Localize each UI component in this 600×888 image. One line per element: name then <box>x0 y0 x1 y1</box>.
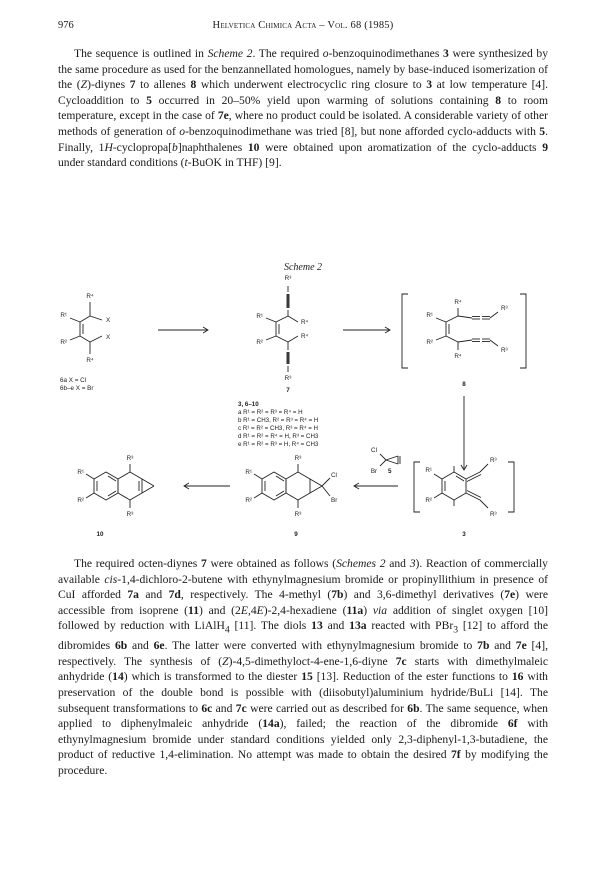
c10-r2: R² <box>77 497 84 504</box>
c6-r4-bottom: R⁴ <box>86 357 94 364</box>
compound-7-number: 7 <box>286 387 290 394</box>
c6-r2: R² <box>60 339 67 346</box>
c6-label-a: 6a X = Cl <box>60 377 87 384</box>
c10-r3-top: R³ <box>126 455 134 462</box>
scheme-2-svg <box>58 258 548 548</box>
arrow-7-to-8 <box>343 327 390 333</box>
compound-6-structure <box>70 302 102 354</box>
c7-r2: R² <box>256 339 263 346</box>
c10-r1: R¹ <box>77 469 84 476</box>
c6-x-top: X <box>106 317 111 324</box>
scheme-2-figure <box>58 258 548 548</box>
substituent-b: b R¹ = CH3, R² = R³ = R⁴ = H <box>238 417 319 424</box>
c9-br: Br <box>331 497 338 504</box>
arrow-3-to-9 <box>354 483 398 489</box>
c6-x-bottom: X <box>106 334 111 341</box>
substituent-e: e R¹ = R² = R³ = H, R⁴ = CH3 <box>238 441 319 448</box>
c6-r4-top: R⁴ <box>86 293 94 300</box>
c8-r4-bottom: R⁴ <box>454 353 462 360</box>
compound-5-structure <box>380 454 400 466</box>
page-header <box>58 20 548 34</box>
compound-8-number: 8 <box>462 381 466 388</box>
c8-r3-bottom: R³ <box>501 347 508 354</box>
compound-10-number: 10 <box>96 531 104 538</box>
c5-cl: Cl <box>371 447 377 454</box>
c9-r1: R¹ <box>245 469 252 476</box>
c8-r2: R² <box>426 339 433 346</box>
c8-r1: R¹ <box>426 312 433 319</box>
compound-9-number: 9 <box>294 531 298 538</box>
substituent-c: c R¹ = R² = CH3, R³ = R⁴ = H <box>238 425 319 432</box>
paragraph-2 <box>58 556 548 779</box>
c3-r1: R¹ <box>425 467 432 474</box>
paragraph-2-text: The required octen-diynes 7 were obtained as follows (Schemes 2 and 3). Reaction of commercially available cis-1,4-dichloro-2-butene with ethynylmagnesium bromide or propinyllithium in presence of CuI afforded 7a and 7d, respectively. The 4-methyl (7b) and 3,6-dimethyl derivatives (7e) were accessible from isoprene (11) and (2E,4E)-2,4-hexadiene (11a) via addition of singlet oxygen [10] followed by reduction with LiAlH$_4$ [11]. The diols 13 and 13a reacted with PBr$_3$ [12] to afford the dibromides 6b and 6e. The latter were converted with ethynylmagnesium bromide to 7b and 7e [4], respectively. The synthesis of (Z)-4,5-dimethyloct-4-ene-1,6-diyne 7c starts with dimethylmaleic anhydride (14) which is transformed to the diester 15 [13]. Reduction of the ester functions to 16 with preservation of the double bond is possible with (diisobutyl)aluminium hydride/BuLi [14]. The subsequent transformations to 6c and 7c were carried out as described for 6b. The same sequence, when applied to diphenylmaleic anhydride (14a), failed; the reaction of the dibromide 6f with ethynylmagnesium bromide under standard conditions yielded only 2,3-diphenyl-1,3-butadiene, the product of reductive 1,4-elimination. No attempt was made to obtain the desired 7f by modifying the procedure. <box>58 557 549 778</box>
c9-cl: Cl <box>331 472 337 479</box>
c8-r4-top: R⁴ <box>454 299 462 306</box>
c7-r3-top: R³ <box>284 275 292 282</box>
c7-r4-top: R⁴ <box>301 319 309 326</box>
arrow-9-to-10 <box>184 483 230 489</box>
c3-r3-bottom: R³ <box>490 511 497 518</box>
arrow-6-to-7 <box>158 327 208 333</box>
c10-r3-bottom: R³ <box>126 511 134 518</box>
substituent-d: d R¹ = R² = R⁴ = H, R³ = CH3 <box>238 433 319 440</box>
arrow-8-to-3 <box>461 396 467 470</box>
compound-3-number: 3 <box>462 531 466 538</box>
c7-r1: R¹ <box>256 313 263 320</box>
c9-r2: R² <box>245 497 252 504</box>
scheme-title: Scheme 2 <box>283 262 323 273</box>
c6-label-b: 6b–e X = Br <box>60 385 94 392</box>
c3-r3-top: R³ <box>490 457 497 464</box>
c7-r4-bottom: R⁴ <box>301 333 309 340</box>
c9-r3-bottom: R³ <box>294 511 302 518</box>
c9-r3-top: R³ <box>294 455 302 462</box>
running-title: Helvetica Chimica Acta – Vol. 68 (1985) <box>212 20 394 31</box>
compound-10-structure <box>86 464 154 508</box>
page-number: 976 <box>58 20 74 31</box>
compound-9-structure <box>254 464 330 508</box>
c6-r1: R¹ <box>60 312 67 319</box>
substituent-list-title: 3, 6–10 <box>238 401 259 408</box>
compound-7-structure <box>266 286 298 372</box>
c8-r3-top: R³ <box>501 305 508 312</box>
c5-br: Br <box>370 468 378 475</box>
substituent-a: a R¹ = R² = R³ = R⁴ = H <box>238 409 303 416</box>
c7-r3-bottom: R³ <box>284 375 292 382</box>
compound-5-number: 5 <box>388 468 392 475</box>
c3-r2: R² <box>425 497 432 504</box>
paragraph-1 <box>58 46 548 171</box>
paragraph-1-text: The sequence is outlined in Scheme 2. The required o-benzoquinodimethanes 3 were synthesized by the same procedure as used for the benzannellated homologues, namely by base-induced isomerization of the (Z)-diynes 7 to allenes 8 which underwent electrocyclic ring closure to 3 at low temperature [4]. Cycloaddition to 5 occurred in 20–50% yield upon warming of solutions containing 8 to room temperature, except in the case of 7e, where no product could be isolated. A considerable variety of other methods of generation of o-benzoquinodimethane was tried [8], but none afforded cyclo-adducts with 5. Finally, 1H-cyclopropa[b]naphthalenes 10 were obtained upon aromatization of the cyclo-adducts 9 under standard conditions (t-BuOK in THF) [9]. <box>58 47 549 170</box>
